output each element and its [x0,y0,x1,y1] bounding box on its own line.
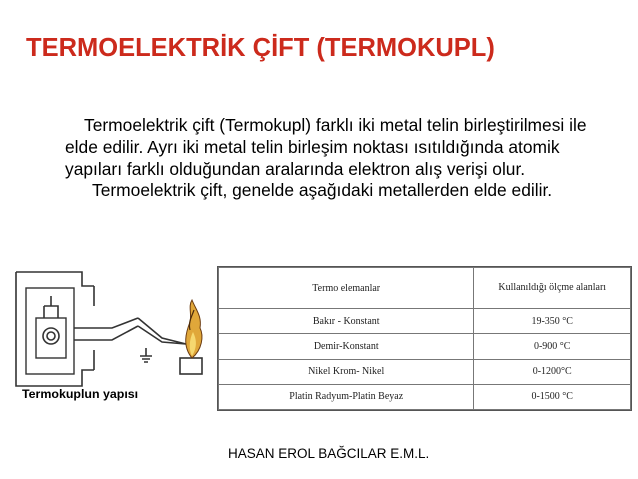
paragraph-1: Termoelektrik çift (Termokupl) farklı iki metal telin birleştirilmesi ile elde edilir. Ayrı iki metal telin birleşim noktası ısıtıldığında atomik yapıları farklı olduğundan aralarında elektron alış verişi olur. [65,115,587,179]
table [218,267,631,410]
table-cell: 19-350 °C [474,309,631,334]
table-cell: 0-1500 °C [474,384,631,409]
table-cell: 0-1200°C [474,359,631,384]
slide-title: TERMOELEKTRİK ÇİFT (TERMOKUPL) [26,34,495,62]
body-text [65,115,595,202]
table-cell: Platin Radyum-Platin Beyaz [219,384,474,409]
footer-text: HASAN EROL BAĞCILAR E.M.L. [228,446,430,461]
table-cell: 0-900 °C [474,334,631,359]
thermocouple-table [217,266,632,411]
table-header-row [219,268,631,309]
table-header-range: Kullanıldığı ölçme alanları [474,268,631,309]
table-cell: Bakır - Konstant [219,309,474,334]
table-row [219,334,631,359]
table-header-elements: Termo elemanlar [219,268,474,309]
table-row [219,359,631,384]
table-cell: Nikel Krom- Nikel [219,359,474,384]
table-row [219,309,631,334]
table-row [219,384,631,409]
table-cell: Demir-Konstant [219,334,474,359]
paragraph-2: Termoelektrik çift, genelde aşağıdaki metallerden elde edilir. [92,180,553,201]
thermocouple-diagram [12,266,212,390]
figure-caption: Termokuplun yapısı [22,387,139,401]
